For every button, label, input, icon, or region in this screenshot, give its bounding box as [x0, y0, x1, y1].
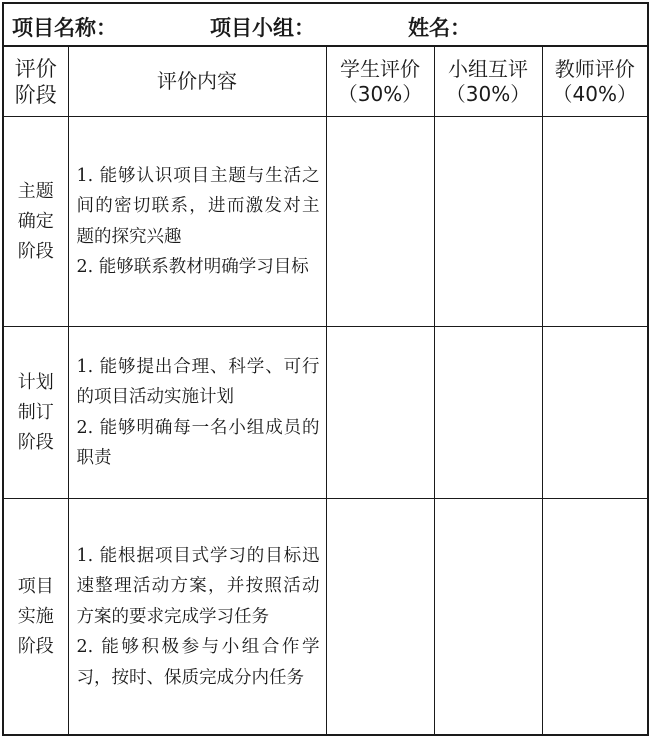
- column-header-stage: 评价阶段: [4, 47, 68, 117]
- content-item: 2. 能够联系教材明确学习目标: [76, 257, 309, 277]
- student-score-cell[interactable]: [326, 117, 434, 327]
- stage-cell: [4, 499, 68, 735]
- stage-cell: [4, 327, 68, 499]
- teacher-score-cell[interactable]: [542, 499, 647, 735]
- teacher-title: 教师评价: [554, 56, 635, 81]
- table-header-row: [4, 47, 647, 117]
- student-title: 学生评价: [340, 56, 420, 81]
- student-score-cell[interactable]: [326, 499, 434, 735]
- group-weight: （30%）: [445, 81, 531, 106]
- column-header-content: 评价内容: [68, 47, 326, 117]
- stage-label: 项目实施阶段: [17, 575, 54, 657]
- group-title: 小组互评: [448, 56, 528, 81]
- group-score-cell[interactable]: [434, 117, 542, 327]
- content-item: 1. 能够提出合理、科学、可行的项目活动实施计划: [76, 356, 320, 407]
- student-weight: （30%）: [337, 81, 423, 106]
- evaluation-form: [2, 2, 649, 736]
- stage-cell: [4, 117, 68, 327]
- content-item: 1. 能够认识项目主题与生活之间的密切联系，进而激发对主题的探究兴趣: [76, 165, 320, 247]
- student-name-label: 姓名：: [408, 16, 471, 40]
- project-name-label: 项目名称：: [12, 16, 117, 40]
- table-row: [4, 117, 647, 327]
- content-cell: [68, 327, 326, 499]
- content-item: 1. 能根据项目式学习的目标迅速整理活动方案，并按照活动方案的要求完成学习任务: [76, 545, 320, 627]
- group-score-cell[interactable]: [434, 499, 542, 735]
- student-score-cell[interactable]: [326, 327, 434, 499]
- column-header-student: [326, 47, 434, 117]
- content-cell: [68, 499, 326, 735]
- column-header-group: [434, 47, 542, 117]
- project-group-label: 项目小组：: [210, 16, 315, 40]
- form-header: [4, 4, 647, 46]
- teacher-weight: （40%）: [552, 81, 637, 106]
- table-row: [4, 499, 647, 735]
- stage-label: 计划制订阶段: [17, 371, 54, 453]
- content-cell: [68, 117, 326, 327]
- group-score-cell[interactable]: [434, 327, 542, 499]
- content-item: 2. 能够积极参与小组合作学习，按时、保质完成分内任务: [76, 637, 320, 688]
- content-item: 2. 能够明确每一名小组成员的职责: [76, 417, 320, 468]
- table-row: [4, 327, 647, 499]
- teacher-score-cell[interactable]: [542, 117, 647, 327]
- stage-label: 主题确定阶段: [17, 180, 54, 262]
- teacher-score-cell[interactable]: [542, 327, 647, 499]
- evaluation-table: [4, 46, 647, 735]
- column-header-teacher: [542, 47, 647, 117]
